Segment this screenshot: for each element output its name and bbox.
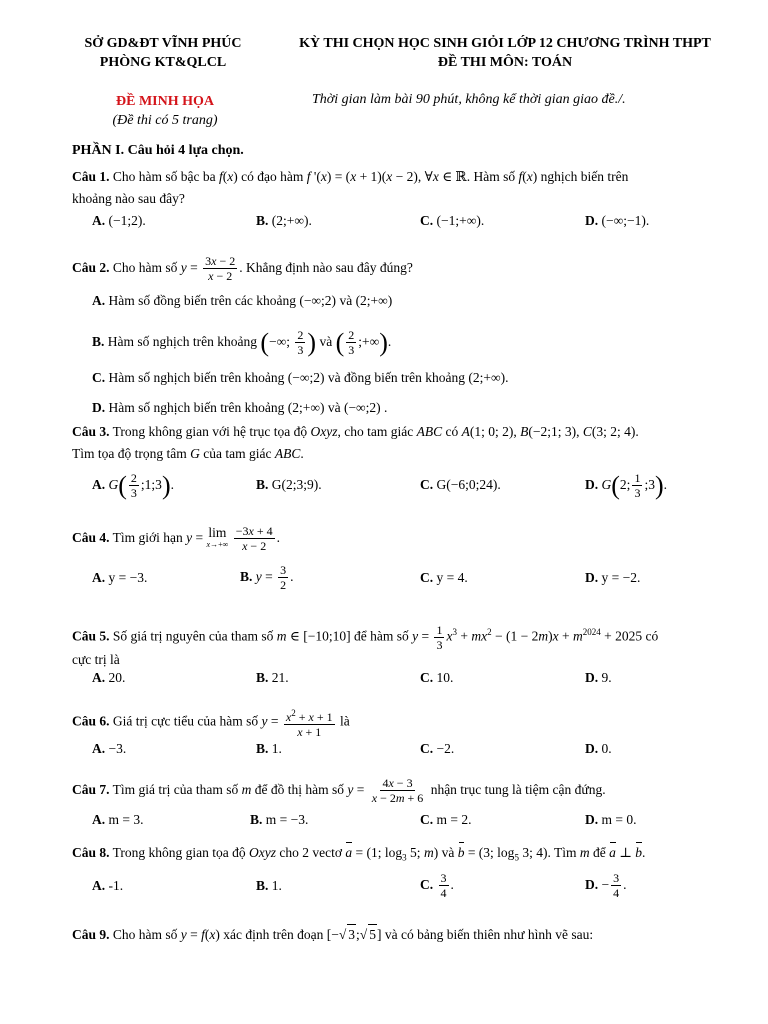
time-note: Thời gian làm bài 90 phút, không kể thời gian giao đề./. — [312, 92, 626, 107]
q7-option-b[interactable]: B. m = −3. — [250, 812, 309, 827]
question-4: Câu 4. Tìm giới hạn y = lim x→+∞ $\frac{-3x + 4}{x - 2}$ . — [72, 524, 280, 554]
question-3-line2: Tìm tọa độ trọng tâm G của tam giác ABC. — [72, 446, 304, 461]
q2-option-a[interactable]: A. Hàm số đồng biến trên các khoảng (−∞;2) và (2;+∞) — [92, 293, 393, 308]
q6-option-a[interactable]: A. −3. — [92, 741, 127, 756]
q6-option-c[interactable]: C. −2. — [420, 741, 455, 756]
question-2: Câu 2. Cho hàm số y = $\frac{3x - 2}{x - 2}$ . Khẳng định nào sau đây đúng? — [72, 254, 413, 284]
q2-option-d[interactable]: D. Hàm số nghịch biến trên khoảng (2;+∞) và (−∞;2) . — [92, 400, 388, 415]
q8-option-d[interactable]: D. − $\frac{3}{4}$ . — [585, 871, 627, 901]
q4-option-d[interactable]: D. y = −2. — [585, 570, 641, 585]
question-5-line2: cực trị là — [72, 652, 120, 667]
department-name: SỞ GD&ĐT VĨNH PHÚC — [84, 36, 242, 51]
q8-option-c[interactable]: C. $\frac{3}{4}$ . — [420, 871, 454, 901]
office-name: PHÒNG KT&QLCL — [99, 55, 227, 70]
question-1: Câu 1. Cho hàm số bậc ba f(x) có đạo hàm f '(x) = (x + 1)(x − 2), ∀x ∈ ℝ. Hàm số f(x) nghịch biến trên — [72, 169, 629, 184]
q8-option-b[interactable]: B. 1. — [256, 878, 282, 893]
q1-option-a[interactable]: A. (−1;2). — [92, 213, 146, 228]
q2-option-c[interactable]: C. Hàm số nghịch biến trên khoảng (−∞;2) và đồng biến trên khoảng (2;+∞). — [92, 370, 509, 385]
q1-option-b[interactable]: B. (2;+∞). — [256, 213, 312, 228]
exam-subject: ĐỀ THI MÔN: TOÁN — [437, 55, 573, 70]
question-8: Câu 8. Trong không gian tọa độ Oxyz cho 2 vectơ a = (1; $\log_3 5$; m) và b = (3; $\log_5 3$; 4). Tìm m để a ⊥ b. — [72, 845, 646, 863]
sample-label: ĐỀ MINH HỌA — [116, 94, 214, 109]
q7-option-c[interactable]: C. m = 2. — [420, 812, 472, 827]
question-9: Câu 9. Cho hàm số y = f(x) xác định trên đoạn [−√ 3;√ 5] và có bảng biến thiên như hình vẽ sau: — [72, 924, 738, 945]
question-5: Câu 5. Số giá trị nguyên của tham số m ∈ [−10;10] để hàm số y = $\frac{1}{3}$ $x^3 + mx^2 - (1 - 2m)x + m^{2024} + 2025$ có — [72, 622, 659, 652]
q6-option-d[interactable]: D. 0. — [585, 741, 612, 756]
q5-option-b[interactable]: B. 21. — [256, 670, 289, 685]
q7-option-a[interactable]: A. m = 3. — [92, 812, 144, 827]
q5-option-c[interactable]: C. 10. — [420, 670, 454, 685]
q5-option-a[interactable]: A. 20. — [92, 670, 126, 685]
q1-option-c[interactable]: C. (−1;+∞). — [420, 213, 485, 228]
q5-option-d[interactable]: D. 9. — [585, 670, 612, 685]
school-header — [58, 34, 268, 72]
q4-option-b[interactable]: B. y = $\frac{3}{2}$ . — [240, 563, 294, 593]
pages-note: (Đề thi có 5 trang) — [112, 113, 218, 128]
question-3: Câu 3. Trong không gian với hệ trục tọa độ Oxyz, cho tam giác ABC có A(1; 0; 2), B(−2;1; 3), C(3; 2; 4). — [72, 424, 639, 439]
sample-block — [80, 92, 250, 130]
q8-option-a[interactable]: A. -1. — [92, 878, 124, 893]
q7-option-d[interactable]: D. m = 0. — [585, 812, 637, 827]
q6-option-b[interactable]: B. 1. — [256, 741, 282, 756]
q3-option-d[interactable]: D. G(2; $\frac{1}{3}$ ;3). — [585, 470, 667, 501]
q4-option-a[interactable]: A. y = −3. — [92, 570, 148, 585]
q3-option-b[interactable]: B. G(2;3;9). — [256, 477, 322, 492]
exam-header — [270, 34, 740, 72]
question-6: Câu 6. Giá trị cực tiểu của hàm số y = $\frac{x^2 + x + 1}{x + 1}$ là — [72, 708, 350, 739]
q4-option-c[interactable]: C. y = 4. — [420, 570, 468, 585]
q2-option-b[interactable]: B. Hàm số nghịch trên khoảng (−∞; $\frac{2}{3}$ ) và ( $\frac{2}{3}$ ;+∞). — [92, 327, 392, 358]
question-7: Câu 7. Tìm giá trị của tham số m để đồ thị hàm số y = $\frac{4x - 3}{x - 2m + 6}$ nhận trục tung là tiệm cận đứng. — [72, 776, 606, 806]
section-title: PHẦN I. Câu hỏi 4 lựa chọn. — [72, 143, 244, 158]
question-1-line2: khoảng nào sau đây? — [72, 191, 185, 206]
q3-option-a[interactable]: A. G( $\frac{2}{3}$ ;1;3). — [92, 470, 174, 501]
q1-option-d[interactable]: D. (−∞;−1). — [585, 213, 650, 228]
exam-title: KỲ THI CHỌN HỌC SINH GIỎI LỚP 12 CHƯƠNG TRÌNH THPT — [299, 36, 711, 51]
q3-option-c[interactable]: C. G(−6;0;24). — [420, 477, 501, 492]
